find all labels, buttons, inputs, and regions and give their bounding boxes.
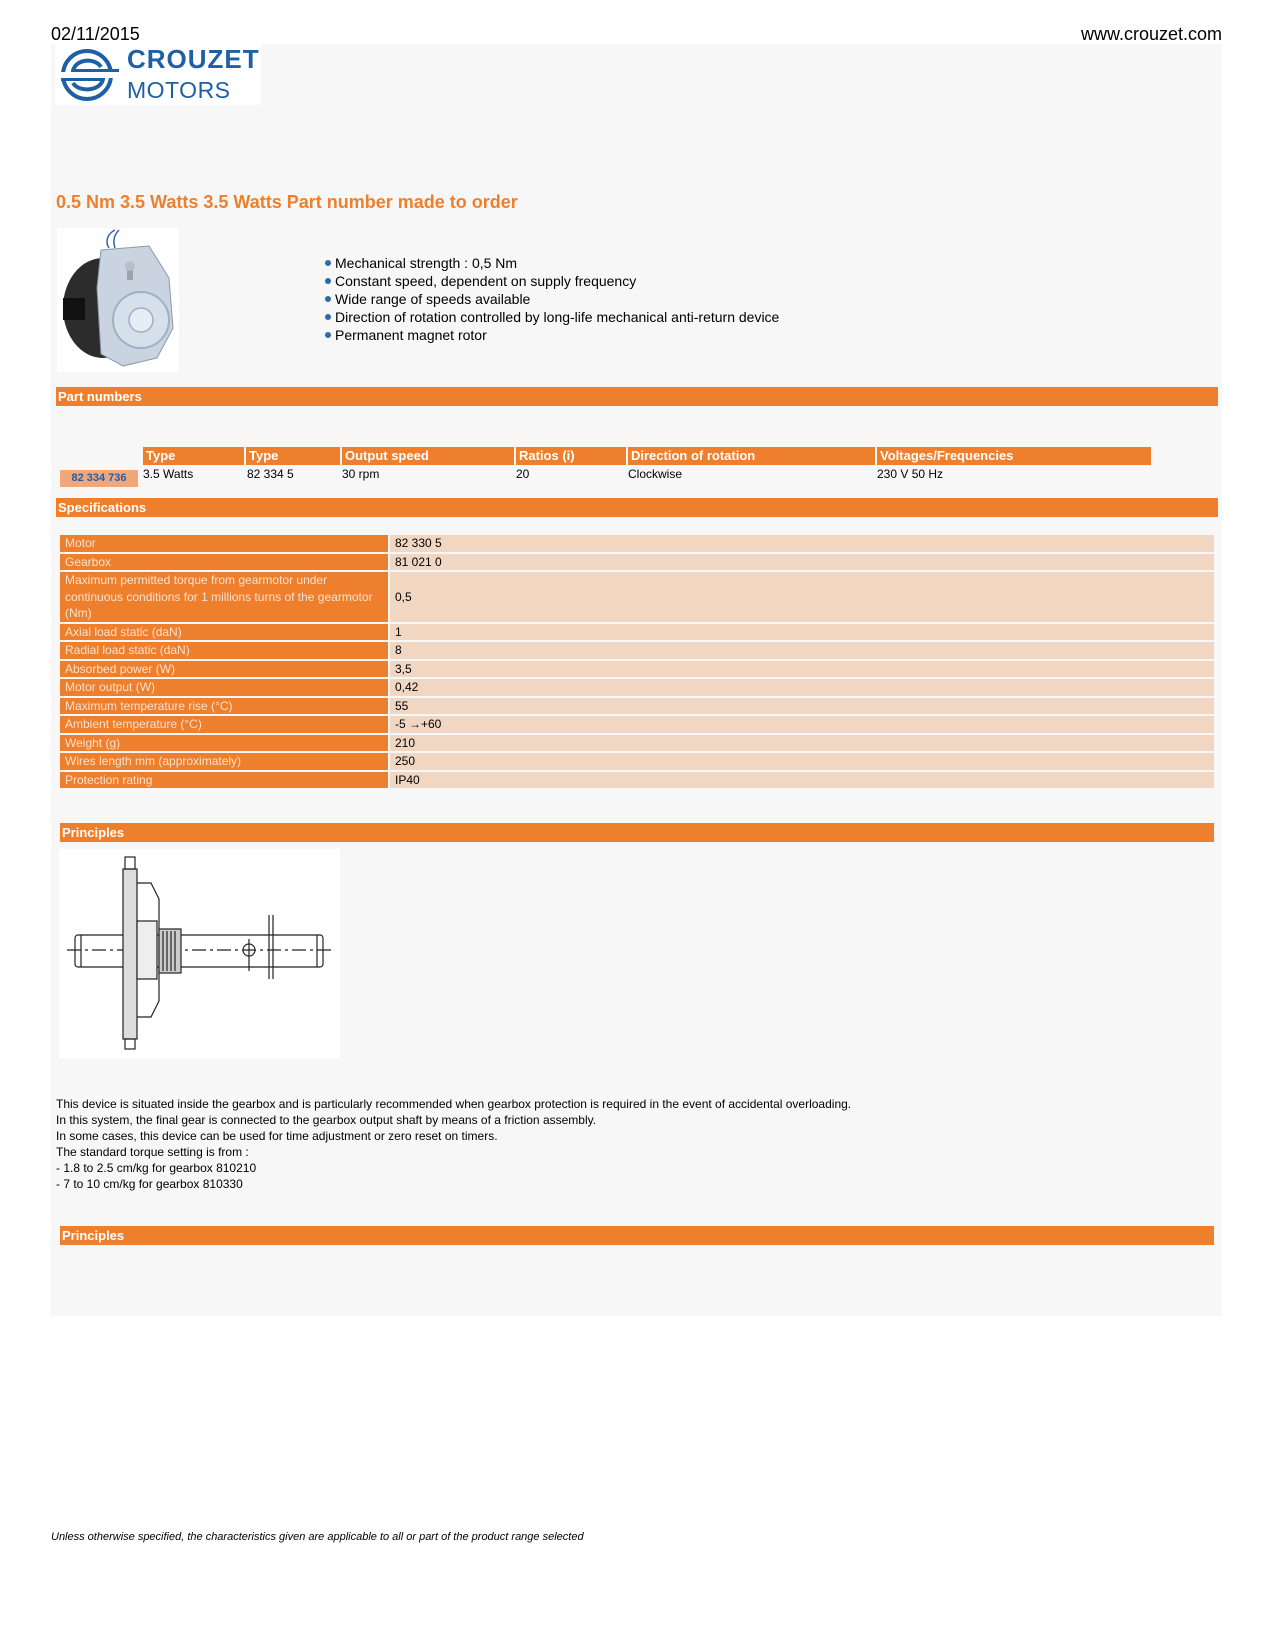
spec-value: IP40 [390,772,1214,789]
table-cell: 20 [516,467,530,481]
crouzet-logo-icon [57,47,121,103]
spec-value: 210 [390,735,1214,752]
table-cell: 30 rpm [342,467,380,481]
column-header-type: Type [143,447,244,465]
footer-note: Unless otherwise specified, the characteristics given are applicable to all or part of the product range selected [51,1531,584,1543]
product-sheet [51,44,1222,1316]
table-cell: 3.5 Watts [143,467,194,481]
column-header-output-speed: Output speed [342,447,514,465]
spec-row [60,535,1214,552]
product-title: 0.5 Nm 3.5 Watts 3.5 Watts Part number made to order [56,192,518,212]
part-numbers-section-header: Part numbers [56,387,1218,406]
principle-description [56,1096,851,1192]
crouzet-logo [55,44,261,105]
table-cell: Clockwise [628,467,683,481]
feature-item: Wide range of speeds available [325,290,779,308]
part-number-link[interactable]: 82 334 736 [60,470,138,487]
logo-line-1: CROUZET [127,44,260,74]
spec-value: 82 330 5 [390,535,1214,552]
spec-label: Maximum permitted torque from gearmotor under continuous conditions for 1 millions turns of the gearmotor (Nm) [60,572,388,622]
spec-label: Gearbox [60,554,388,571]
spec-row [60,624,1214,641]
description-line: In some cases, this device can be used for time adjustment or zero reset on timers. [56,1129,498,1143]
table-cell: 230 V 50 Hz [877,467,944,481]
spec-row [60,679,1214,696]
document-date: 02/11/2015 [51,24,140,44]
spec-label: Motor [60,535,388,552]
product-photo [57,228,179,372]
column-header-direction: Direction of rotation [628,447,875,465]
feature-list [325,254,779,344]
specifications-section-header: Specifications [56,498,1218,517]
description-line: - 7 to 10 cm/kg for gearbox 810330 [56,1177,243,1191]
spec-label: Axial load static (daN) [60,624,388,641]
spec-label: Wires length mm (approximately) [60,753,388,770]
spec-row [60,572,1214,622]
spec-label: Weight (g) [60,735,388,752]
spec-value: 1 [390,624,1214,641]
spec-row [60,716,1214,733]
description-line: The standard torque setting is from : [56,1145,249,1159]
spec-value: 3,5 [390,661,1214,678]
principles-section-header-2: Principles [60,1226,1214,1245]
spec-row [60,661,1214,678]
feature-item: Direction of rotation controlled by long-life mechanical anti-return device [325,308,779,326]
logo-line-2: MOTORS [127,77,231,103]
description-line: This device is situated inside the gearbox and is particularly recommended when gearbox protection is required in the event of accidental overloading. [56,1097,852,1111]
website-url[interactable]: www.crouzet.com [1080,24,1222,44]
feature-item: Permanent magnet rotor [325,326,779,344]
spec-value: -5 →+60 [390,716,1214,733]
spec-value: 250 [390,753,1214,770]
principles-section-header: Principles [60,823,1214,842]
spec-value: 0,5 [390,572,1214,622]
spec-value: 55 [390,698,1214,715]
spec-label: Maximum temperature rise (°C) [60,698,388,715]
specifications-table [60,535,1214,790]
description-line: In this system, the final gear is connected to the gearbox output shaft by means of a friction assembly. [56,1113,597,1127]
column-header-type-2: Type [246,447,340,465]
spec-value: 0,42 [390,679,1214,696]
spec-label: Protection rating [60,772,388,789]
spec-label: Ambient temperature (°C) [60,716,388,733]
spec-label: Radial load static (daN) [60,642,388,659]
principle-diagram [59,849,340,1058]
spec-label: Motor output (W) [60,679,388,696]
spec-row [60,753,1214,770]
feature-item: Mechanical strength : 0,5 Nm [325,254,779,272]
table-cell: 82 334 5 [247,467,294,481]
spec-row [60,554,1214,571]
column-header-ratios: Ratios (i) [516,447,626,465]
description-line: - 1.8 to 2.5 cm/kg for gearbox 810210 [56,1161,257,1175]
spec-value: 8 [390,642,1214,659]
spec-row [60,772,1214,789]
spec-row [60,642,1214,659]
spec-row [60,698,1214,715]
spec-row [60,735,1214,752]
column-header-voltages: Voltages/Frequencies [877,447,1151,465]
feature-item: Constant speed, dependent on supply frequency [325,272,779,290]
spec-value: 81 021 0 [390,554,1214,571]
spec-label: Absorbed power (W) [60,661,388,678]
